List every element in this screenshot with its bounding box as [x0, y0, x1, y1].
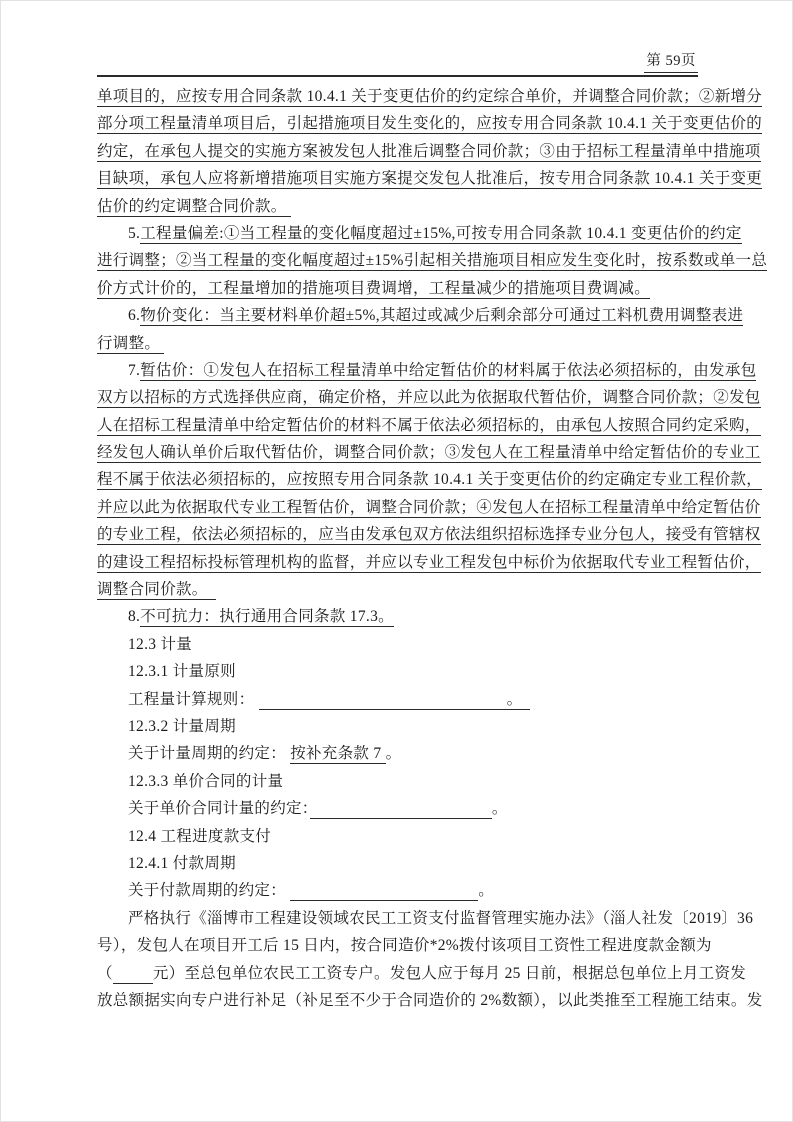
- text-segment: 关于付款周期的约定：: [128, 882, 291, 900]
- text-line: [97, 987, 763, 1014]
- text-segment: 。: [506, 690, 523, 708]
- text-segment: 8.: [128, 608, 141, 626]
- text-line: [97, 247, 768, 274]
- text-segment: 人在招标工程量清单中给定暂估价的材料不属于依法必须招标的，由承包人按照合同约定采购，: [97, 416, 761, 434]
- text-line: [97, 795, 717, 822]
- text-line: [97, 302, 744, 329]
- text-segment: 程不属于依法必须招标的，应按照专用合同条款 10.4.1 关于变更估价的约定确定专业工程价款，: [97, 471, 763, 489]
- text-line: [97, 549, 761, 576]
- text-segment: 7.: [128, 361, 141, 379]
- text-segment: 部分项工程量清单项目后，引起措施项目发生变化的，应按专用合同条款 10.4.1 关于变更估价的: [97, 115, 763, 133]
- page-number: 第 59页: [644, 49, 698, 73]
- text-segment: 5.: [128, 224, 141, 242]
- text-segment: 工程量偏差:①当工程量的变化幅度超过±15%,可按专用合同条款 10.4.1 变更估价的约定: [140, 224, 742, 242]
- text-segment: 按补充条款 7: [290, 745, 386, 763]
- text-segment: 行调整。: [97, 334, 165, 352]
- text-segment: 号），发包人在项目开工后 15 日内，按合同造价*2%拨付该项目工资性工程进度款金额为: [97, 937, 712, 955]
- text-line: [97, 686, 717, 713]
- text-line: [97, 439, 761, 466]
- blank-fill-field: [259, 691, 507, 710]
- text-segment: 单项目的，应按专用合同条款 10.4.1 关于变更估价的约定综合单价，并调整合同价款；②新增分: [97, 88, 763, 105]
- text-segment: 暂估价：①发包人在招标工程量清单中给定暂估价的材料属于依法必须招标的，由发承包: [140, 361, 757, 379]
- blank-fill-field: [290, 882, 478, 901]
- text-line: [97, 905, 754, 932]
- text-line: [97, 412, 761, 439]
- text-segment: 关于单价合同计量的约定：: [128, 800, 310, 818]
- text-segment: 双方以招标的方式选择供应商，确定价格，并应以此为依据取代暂估价，调整合同价款；②发包: [97, 389, 761, 407]
- text-line: [97, 576, 717, 603]
- text-line: [97, 165, 763, 192]
- text-segment: 目缺项，承包人应将新增措施项目实施方案提交发包人批准后，按专用合同条款 10.4.1 关于变更: [97, 170, 763, 188]
- text-segment: 。: [385, 745, 402, 763]
- text-segment: 12.3 计量: [128, 635, 193, 653]
- page-header: [97, 49, 698, 73]
- text-line: [97, 110, 763, 137]
- text-segment: 6.: [128, 307, 141, 325]
- text-line: [97, 138, 761, 165]
- text-segment: 估价的约定调整合同价款。: [97, 197, 291, 215]
- text-segment: 严格执行《淄博市工程建设领域农民工工资支付监督管理实施办法》（淄人社发〔2019〕36: [128, 909, 754, 927]
- text-line: [97, 330, 717, 357]
- text-line: [97, 494, 761, 521]
- text-line: [97, 220, 742, 247]
- text-segment: 价方式计价的，工程量增加的措施项目费调增，工程量减少的措施项目费调减。: [97, 279, 651, 297]
- blank-fill-field: [522, 691, 530, 710]
- text-segment: 约定，在承包人提交的实施方案被发包人批准后调整合同价款；③由于招标工程量清单中措施项: [97, 142, 761, 160]
- text-line: [97, 932, 717, 959]
- text-line: [97, 877, 717, 904]
- text-line: [97, 521, 761, 548]
- text-line: [97, 193, 717, 220]
- text-segment: 放总额据实向专户进行补足（补足至不少于合同造价的 2%数额），以此类推至工程施工结束。发: [97, 991, 763, 1009]
- text-line: [97, 466, 763, 493]
- text-line: [97, 823, 717, 850]
- text-line: [97, 631, 717, 658]
- text-segment: 12.3.3 单价合同的计量: [128, 772, 284, 790]
- text-segment: 的建设工程招标投标管理机构的监督，并应以专业工程发包中标价为依据取代专业工程暂估价，: [97, 553, 761, 571]
- document-body: [97, 83, 768, 1014]
- text-line: [97, 357, 757, 384]
- blank-fill-field: [113, 965, 153, 984]
- text-segment: 经发包人确认单价后取代暂估价，调整合同价款；③发包人在工程量清单中给定暂估价的专业工: [97, 444, 761, 462]
- text-line: [97, 960, 747, 987]
- text-segment: 的专业工程，依法必须招标的，应当由发承包双方依法组织招标选择专业分包人，接受有管辖权: [97, 526, 761, 544]
- text-segment: 进行调整；②当工程量的变化幅度超过±15%引起相关措施项目相应发生变化时，按系数或单一总: [97, 252, 768, 270]
- text-line: [97, 384, 761, 411]
- blank-fill-field: [310, 800, 492, 819]
- text-segment: 不可抗力：执行通用合同条款 17.3。: [140, 608, 394, 626]
- text-segment: 12.4 工程进度款支付: [128, 827, 272, 845]
- text-segment: 元）至总包单位农民工工资专户。发包人应于每月 25 日前，根据总包单位上月工资发: [152, 964, 747, 982]
- text-line: [97, 768, 717, 795]
- text-segment: 并应以此为依据取代专业工程暂估价，调整合同价款；④发包人在招标工程量清单中给定暂估价: [97, 498, 761, 516]
- header-rule: [97, 75, 698, 77]
- text-line: [97, 83, 763, 110]
- text-segment: 12.4.1 付款周期: [128, 854, 236, 872]
- text-line: [97, 850, 717, 877]
- text-line: [97, 713, 717, 740]
- text-line: [97, 740, 717, 767]
- text-segment: 工程量计算规则：: [128, 690, 259, 708]
- text-segment: 物价变化：当主要材料单价超±5%,其超过或减少后剩余部分可通过工料机费用调整表进: [140, 307, 744, 325]
- text-segment: 。: [491, 800, 508, 818]
- text-line: [97, 275, 717, 302]
- text-segment: 关于计量周期的约定：: [128, 745, 291, 763]
- text-segment: 12.3.1 计量原则: [128, 663, 236, 681]
- text-line: [97, 603, 717, 630]
- text-segment: 。: [478, 882, 494, 900]
- text-line: [97, 658, 717, 685]
- text-segment: （: [97, 964, 113, 982]
- text-segment: 调整合同价款。: [97, 581, 216, 599]
- text-segment: 12.3.2 计量周期: [128, 717, 236, 735]
